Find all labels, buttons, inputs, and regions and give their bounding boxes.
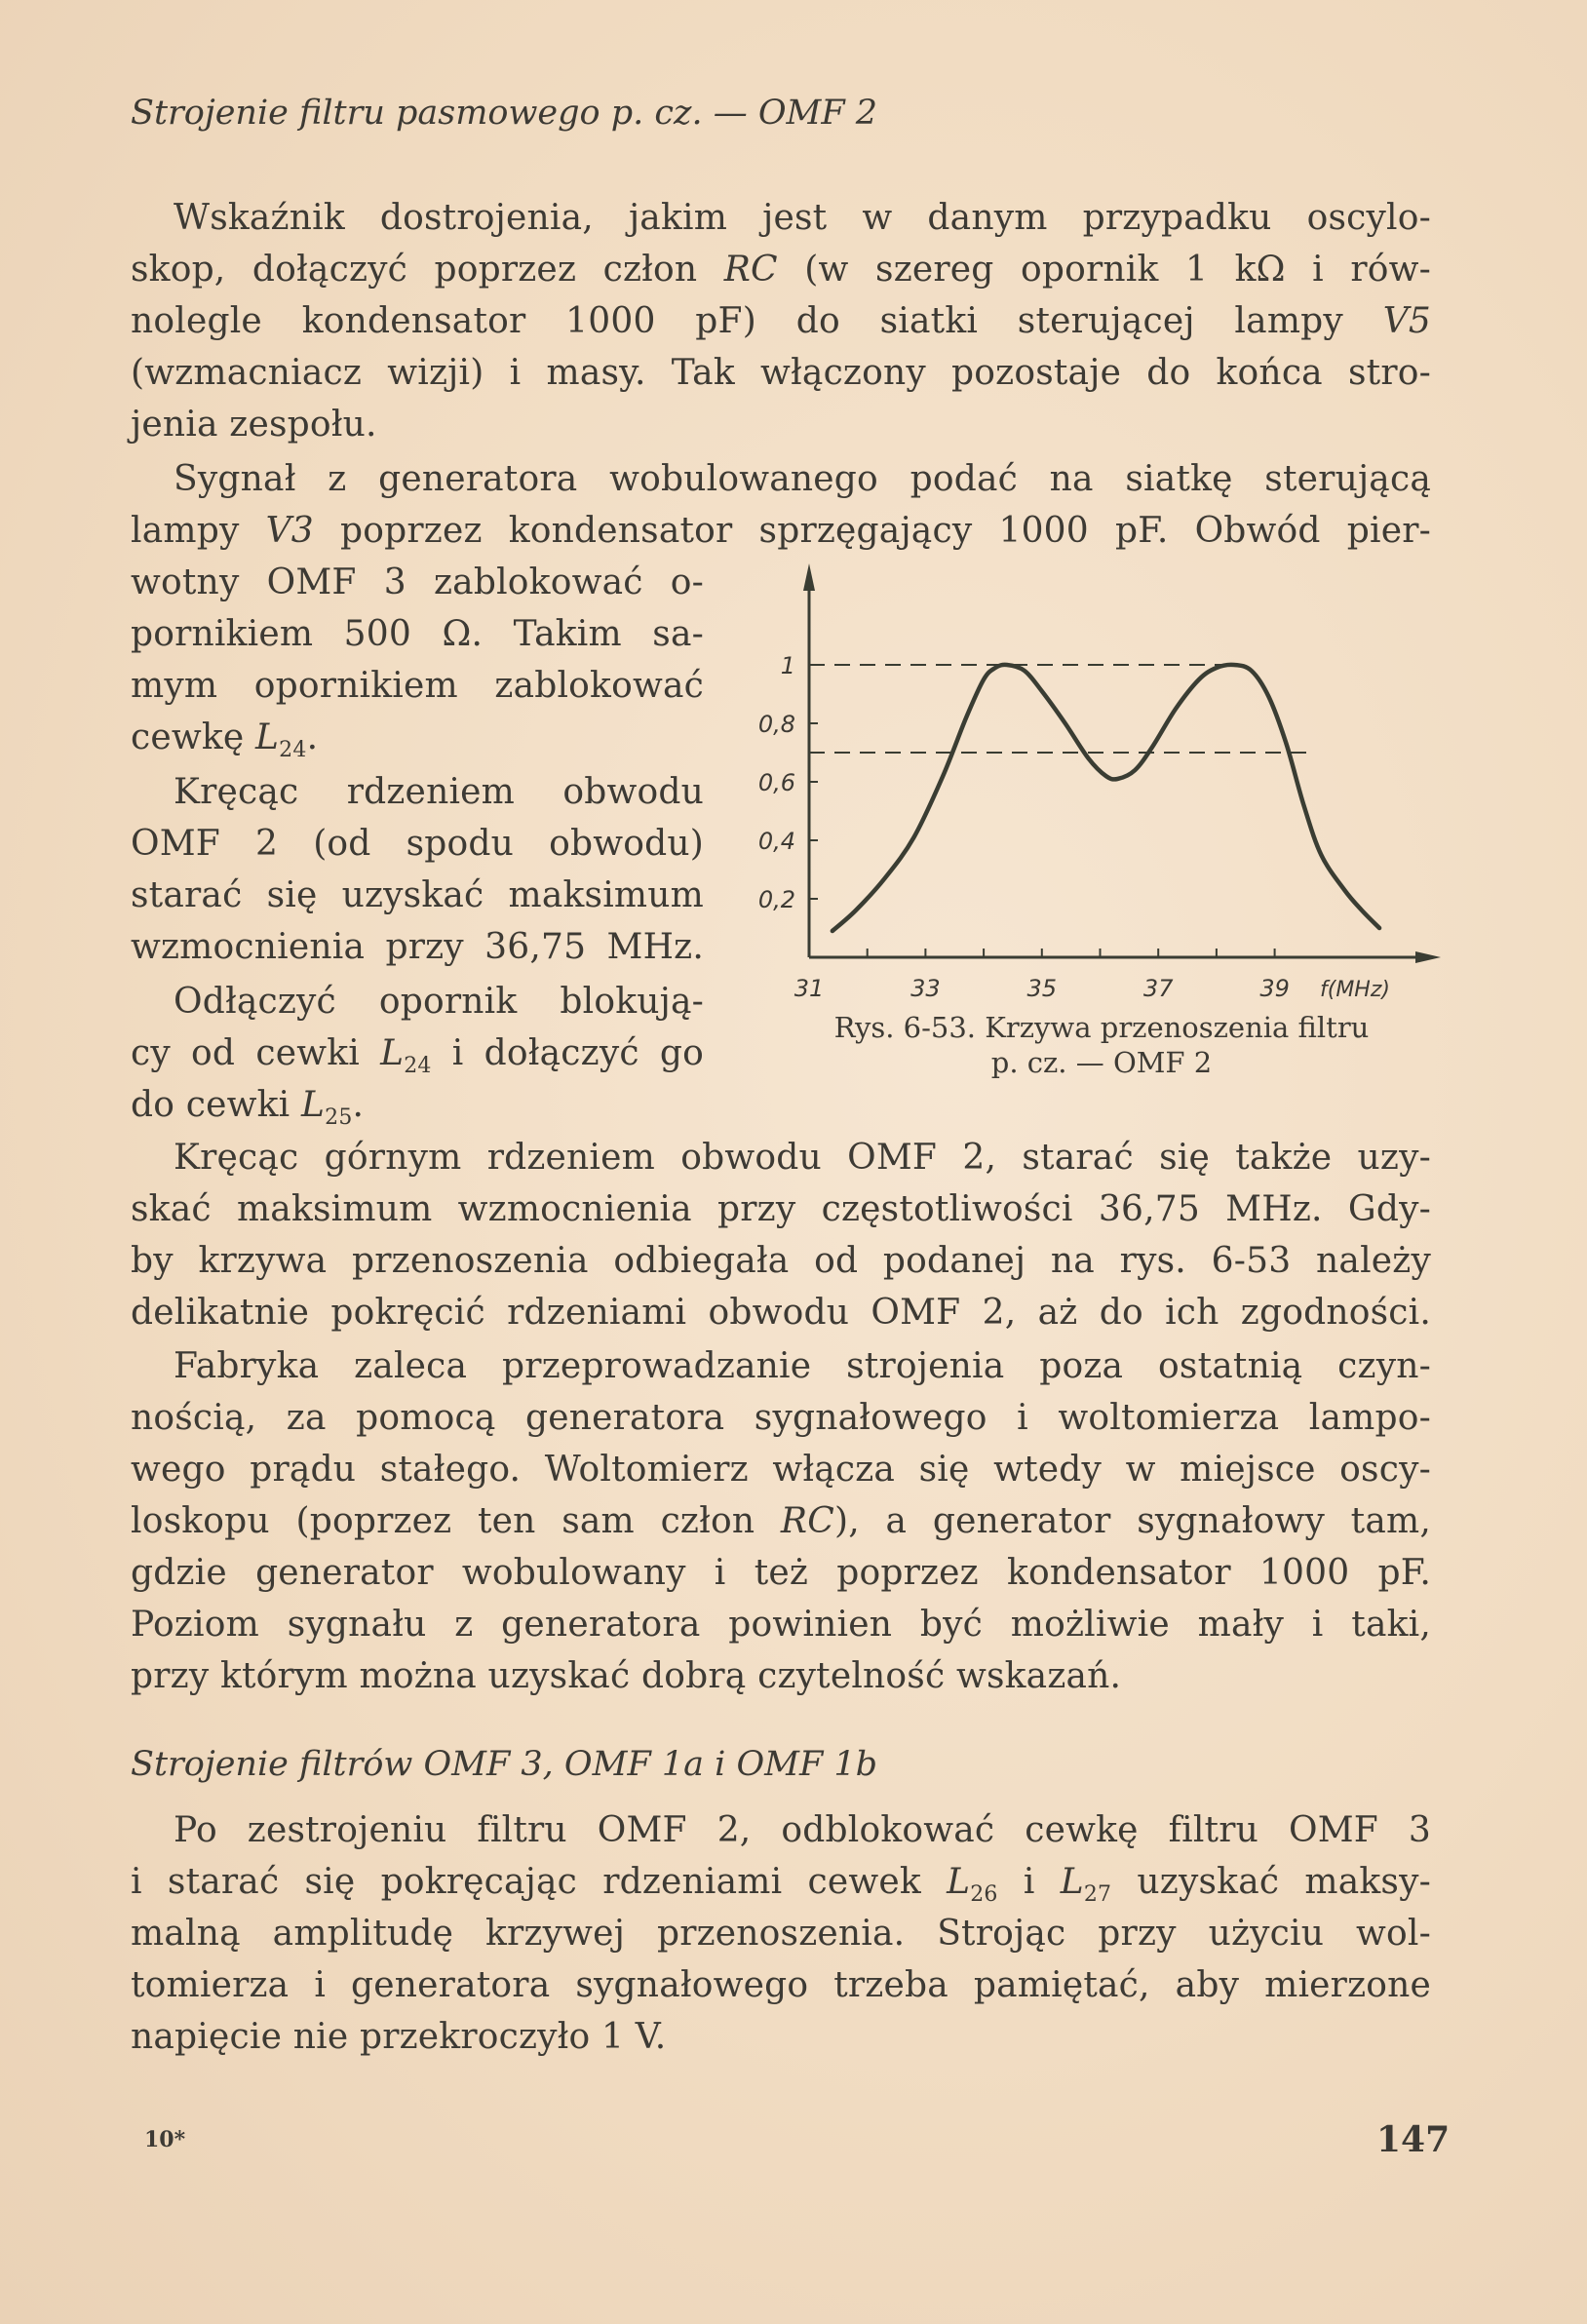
y-tick-label: 0,6: [757, 769, 795, 796]
chart-axes: [803, 563, 1441, 963]
text-line: OMF 2 (od spodu obwodu): [131, 824, 704, 864]
text-line: [131, 1501, 1431, 1541]
text-span: uzyskać maksy-: [1111, 1862, 1431, 1902]
subscript: 27: [1083, 1882, 1112, 1907]
x-tick-label: 35: [1026, 975, 1058, 1002]
series-curve: [832, 665, 1379, 931]
text-line: Sygnał z generatora wobulowanego podać na siatkę sterującą: [174, 459, 1431, 499]
caption-line-2: p. cz. — OMF 2: [990, 1046, 1213, 1079]
symbol-l: L: [947, 1862, 971, 1902]
symbol-l: L: [255, 717, 280, 757]
subscript: 24: [404, 1054, 432, 1078]
x-tick-label: 39: [1259, 975, 1290, 1002]
text-line: [131, 252, 1431, 288]
symbol-v3: V3: [265, 511, 314, 551]
symbol-l: L: [301, 1085, 326, 1125]
signature-mark: 10*: [144, 2127, 186, 2152]
text-line: delikatnie pokręcić rdzeniami obwodu OMF 2, aż do ich zgodności.: [131, 1293, 1431, 1333]
section-heading: Strojenie filtrów OMF 3, OMF 1a i OMF 1b: [131, 1745, 878, 1784]
text-span: .: [306, 717, 319, 757]
text-span: cewkę: [131, 717, 256, 757]
symbol-rc: RC: [780, 1501, 834, 1541]
running-header: Strojenie filtru pasmowego p. cz. — OMF 2: [131, 94, 878, 133]
text-line: wego prądu stałego. Woltomierz włącza się wtedy w miejsce oscy-: [131, 1450, 1431, 1490]
text-line: [131, 511, 1431, 551]
symbol-rc: RC: [723, 250, 778, 290]
page-number: 147: [1376, 2119, 1451, 2160]
subscript: 24: [279, 738, 307, 762]
text-line: [131, 1862, 1431, 1907]
text-line: nością, za pomocą generatora sygnałowego i woltomierza lampo-: [131, 1398, 1431, 1438]
text-line: jenia zespołu.: [131, 405, 377, 445]
text-line: Fabryka zaleca przeprowadzanie strojenia poza ostatnią czyn-: [174, 1346, 1431, 1386]
x-axis-arrow-icon: [1415, 951, 1441, 963]
text-line: (wzmacniacz wizji) i masy. Tak włączony pozostaje do końca stro-: [131, 353, 1431, 393]
tick-marks: [809, 665, 1275, 957]
text-span: ), a generator sygnałowy tam,: [833, 1501, 1431, 1541]
text-span: .: [352, 1085, 365, 1125]
figure-caption: [760, 1010, 1443, 1080]
text-line: przy którym można uzyskać dobrą czytelność wskazań.: [131, 1656, 1122, 1696]
text-line: Poziom sygnału z generatora powinien być możliwie mały i taki,: [131, 1605, 1431, 1645]
reference-lines: [809, 665, 1315, 753]
text-span: i: [997, 1862, 1061, 1902]
x-tick-label: 33: [910, 975, 941, 1002]
y-tick-label: 0,4: [757, 828, 795, 855]
text-line: gdzie generator wobulowany i też poprzez kondensator 1000 pF.: [131, 1553, 1431, 1593]
text-line: [131, 301, 1431, 341]
y-tick-label: 0,8: [757, 711, 795, 738]
x-axis-label: f(MHz): [1320, 978, 1390, 1002]
text-span: skop, dołączyć poprzez człon: [131, 250, 724, 290]
text-span: lampy: [131, 511, 266, 551]
transfer-curve-line: [832, 665, 1379, 931]
text-line: Wskaźnik dostrojenia, jakim jest w danym przypadku oscylo-: [174, 198, 1431, 238]
subscript: 26: [970, 1882, 998, 1907]
symbol-l: L: [380, 1033, 405, 1073]
subscript: 25: [325, 1105, 353, 1130]
y-tick-label: 0,2: [757, 886, 795, 913]
x-tick-label: 37: [1142, 975, 1174, 1002]
transfer-curve-chart: [741, 556, 1462, 1004]
text-line: malną amplitudę krzywej przenoszenia. Strojąc przy użyciu wol-: [131, 1914, 1431, 1954]
text-line: [131, 1085, 365, 1130]
symbol-v5: V5: [1382, 301, 1431, 341]
text-span: cy od cewki: [131, 1033, 381, 1073]
text-line: mym opornikiem zablokować: [131, 666, 704, 706]
text-line: [131, 717, 319, 762]
text-span: poprzez kondensator sprzęgający 1000 pF. Obwód pier-: [313, 511, 1431, 551]
text-line: skać maksimum wzmocnienia przy częstotliwości 36,75 MHz. Gdy-: [131, 1189, 1431, 1229]
y-tick-label: 1: [780, 652, 795, 679]
text-line: by krzywa przenoszenia odbiegała od podanej na rys. 6-53 należy: [131, 1241, 1431, 1281]
caption-line-1: Rys. 6-53. Krzywa przenoszenia filtru: [833, 1011, 1370, 1044]
text-span: i starać się pokręcając rdzeniami cewek: [131, 1862, 948, 1902]
text-line: Kręcąc górnym rdzeniem obwodu OMF 2, starać się także uzy-: [174, 1138, 1431, 1178]
text-span: i dołączyć go: [431, 1033, 704, 1073]
text-span: loskopu (poprzez ten sam człon: [131, 1501, 781, 1541]
text-line: napięcie nie przekroczyło 1 V.: [131, 2017, 667, 2057]
symbol-l: L: [1060, 1862, 1084, 1902]
y-tick-labels: [758, 652, 795, 913]
text-line: pornikiem 500 Ω. Takim sa-: [131, 614, 704, 654]
y-axis-arrow-icon: [803, 563, 815, 591]
text-line: Kręcąc rdzeniem obwodu: [174, 772, 704, 812]
text-line: Odłączyć opornik blokują-: [174, 982, 704, 1022]
text-line: Po zestrojeniu filtru OMF 2, odblokować cewkę filtru OMF 3: [174, 1810, 1431, 1850]
x-tick-label: 31: [794, 975, 825, 1002]
text-line: wzmocnienia przy 36,75 MHz.: [131, 927, 704, 967]
text-line: wotny OMF 3 zablokować o-: [131, 562, 704, 602]
text-line: tomierza i generatora sygnałowego trzeba pamiętać, aby mierzone: [131, 1965, 1431, 2005]
text-line: starać się uzyskać maksimum: [131, 875, 704, 915]
text-span: (w szereg opornik 1 kΩ i rów-: [777, 250, 1431, 290]
text-span: nolegle kondensator 1000 pF) do siatki sterującej lampy: [131, 301, 1383, 341]
x-tick-labels: [794, 975, 1390, 1002]
text-span: do cewki: [131, 1085, 302, 1125]
text-line: [131, 1033, 704, 1078]
